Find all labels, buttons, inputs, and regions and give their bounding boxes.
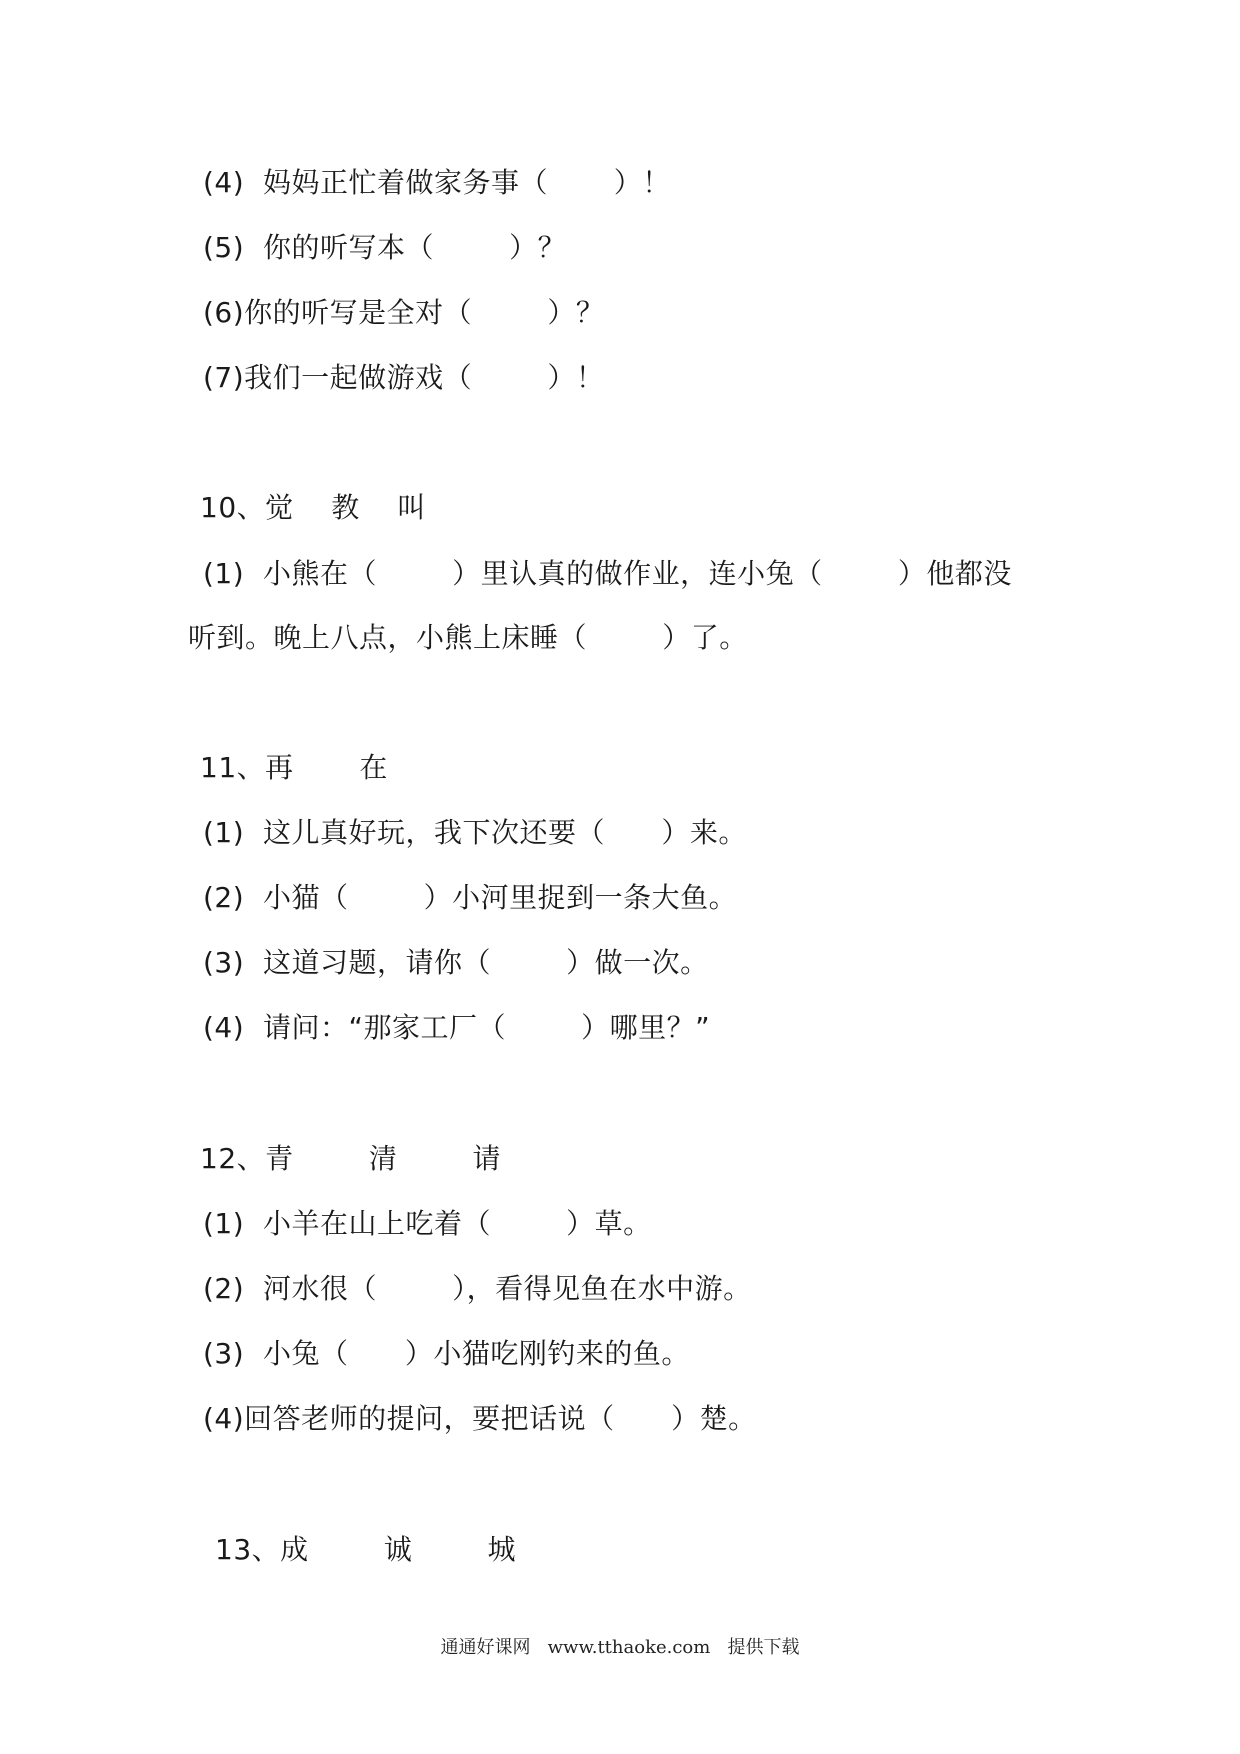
section-10-title: 10、觉 教 叫 (200, 491, 426, 524)
section-12-title: 12、青 清 请 (200, 1142, 502, 1175)
exercise-item-11-4: (4) 请问：“那家工厂（ ）哪里？” (203, 1011, 711, 1044)
section-13-title: 13、成 诚 城 (215, 1533, 517, 1566)
exercise-item-11-2: (2) 小猫（ ）小河里捉到一条大鱼。 (203, 881, 738, 914)
exercise-item-9-4: (4) 妈妈正忙着做家务事（ ）！ (203, 166, 671, 199)
exercise-item-9-7: (7)我们一起做游戏（ ）！ (203, 361, 605, 394)
exercise-item-11-1: (1) 这儿真好玩，我下次还要（ ）来。 (203, 816, 747, 849)
exercise-item-9-6: (6)你的听写是全对（ ）？ (203, 296, 605, 329)
exercise-item-10-1-continued: 听到。晚上八点，小熊上床睡（ ）了。 (188, 621, 748, 654)
page-footer: 通通好课网 www.tthaoke.com 提供下载 (440, 1637, 800, 1658)
exercise-item-10-1: (1) 小熊在（ ）里认真的做作业，连小兔（ ）他都没 (203, 557, 1012, 590)
exercise-item-9-5: (5) 你的听写本（ ）？ (203, 231, 567, 264)
exercise-item-12-4: (4)回答老师的提问，要把话说（ ）楚。 (203, 1402, 757, 1435)
exercise-item-12-1: (1) 小羊在山上吃着（ ）草。 (203, 1207, 652, 1240)
exercise-item-11-3: (3) 这道习题，请你（ ）做一次。 (203, 946, 709, 979)
section-11-title: 11、再 在 (200, 751, 388, 784)
exercise-item-12-2: (2) 河水很（ ），看得见鱼在水中游。 (203, 1272, 752, 1305)
exercise-item-12-3: (3) 小兔（ ）小猫吃刚钓来的鱼。 (203, 1337, 690, 1370)
